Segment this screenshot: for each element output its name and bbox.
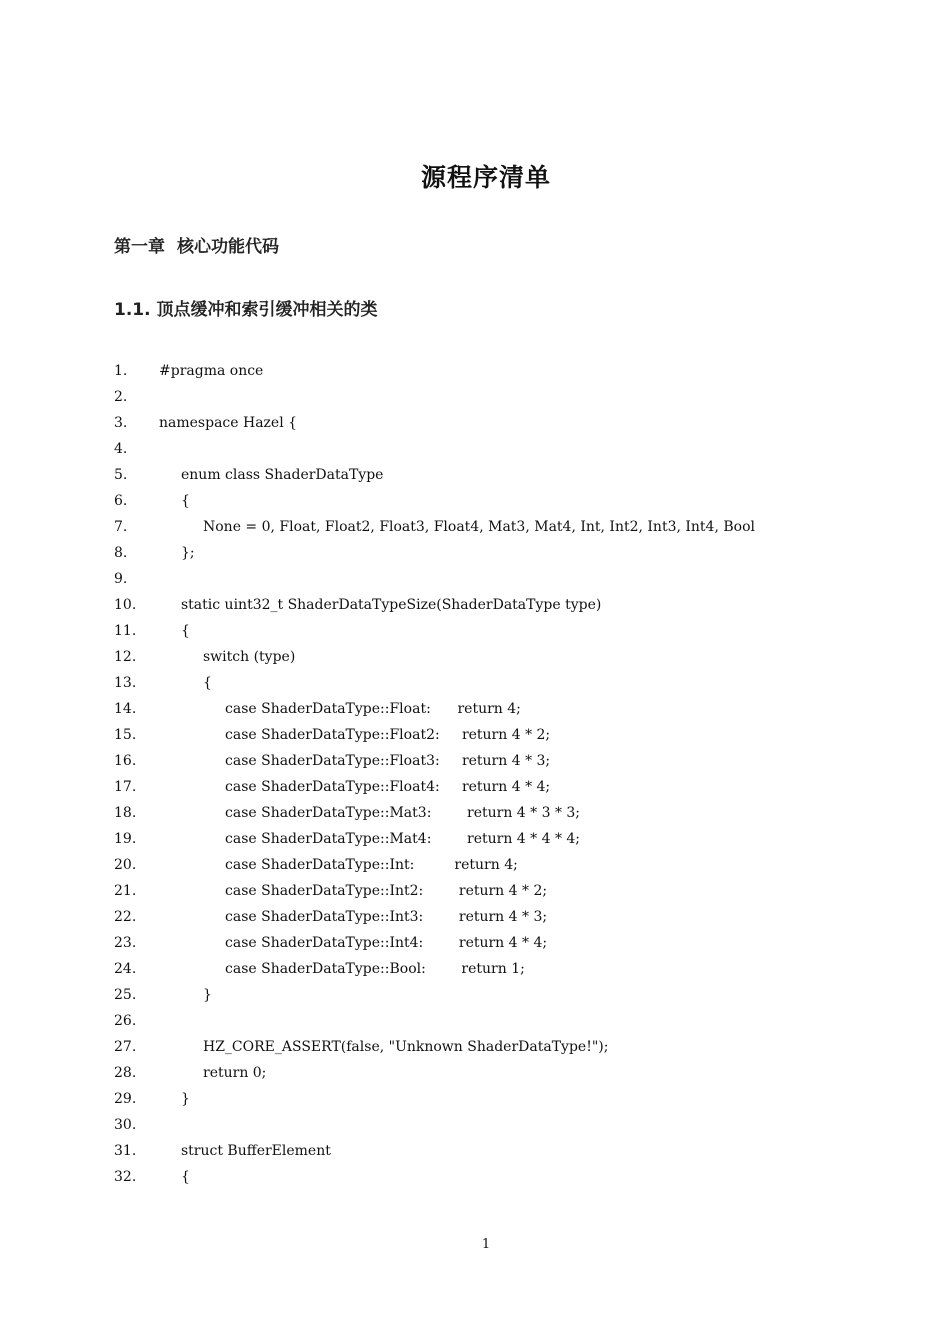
code-line: [114, 592, 874, 618]
chapter-title: 核心功能代码: [177, 237, 279, 257]
code-text: case ShaderDataType::Int2: return 4 * 2;: [225, 883, 548, 899]
section-heading: 1.1. 顶点缓冲和索引缓冲相关的类: [114, 300, 378, 320]
code-line: [114, 748, 874, 774]
line-number: 9.: [114, 571, 128, 587]
document-title: 源程序清单: [420, 163, 551, 192]
code-line: [114, 670, 874, 696]
line-number: 12.: [114, 649, 137, 665]
code-text: case ShaderDataType::Mat3: return 4 * 3 * 3;: [225, 805, 581, 821]
code-text: return 0;: [203, 1065, 267, 1081]
line-number: 28.: [114, 1065, 137, 1081]
code-text: static uint32_t ShaderDataTypeSize(ShaderDataType type): [181, 597, 602, 613]
code-line: [114, 1086, 874, 1112]
line-number: 18.: [114, 805, 137, 821]
code-text: }: [203, 987, 212, 1003]
code-text: }: [181, 1091, 190, 1107]
line-number: 6.: [114, 493, 128, 509]
line-number: 3.: [114, 415, 128, 431]
line-number: 26.: [114, 1013, 137, 1029]
line-number: 7.: [114, 519, 128, 535]
chapter-heading: [114, 232, 279, 257]
code-text: {: [181, 1169, 190, 1185]
code-text: case ShaderDataType::Int3: return 4 * 3;: [225, 909, 548, 925]
code-line: [114, 826, 874, 852]
code-line: [114, 956, 874, 982]
code-text: case ShaderDataType::Bool: return 1;: [225, 961, 525, 977]
code-text: None = 0, Float, Float2, Float3, Float4, Mat3, Mat4, Int, Int2, Int3, Int4, Bool: [203, 519, 755, 535]
line-number: 10.: [114, 597, 137, 613]
code-line: [114, 800, 874, 826]
code-line: [114, 436, 874, 462]
code-text: switch (type): [203, 649, 296, 665]
line-number: 19.: [114, 831, 137, 847]
code-text: struct BufferElement: [181, 1143, 331, 1159]
code-line: [114, 982, 874, 1008]
line-number: 29.: [114, 1091, 137, 1107]
code-text: };: [181, 545, 195, 561]
line-number: 5.: [114, 467, 128, 483]
code-text: {: [181, 493, 190, 509]
code-text: {: [181, 623, 190, 639]
code-line: [114, 1112, 874, 1138]
code-text: enum class ShaderDataType: [181, 467, 384, 483]
code-line: [114, 410, 874, 436]
code-line: [114, 358, 874, 384]
code-listing: [114, 358, 874, 1190]
line-number: 32.: [114, 1169, 137, 1185]
code-line: [114, 1138, 874, 1164]
line-number: 1.: [114, 363, 128, 379]
code-line: [114, 462, 874, 488]
page-number: 1: [481, 1237, 491, 1252]
code-line: [114, 1060, 874, 1086]
code-line: [114, 384, 874, 410]
code-text: case ShaderDataType::Float4: return 4 * 4;: [225, 779, 551, 795]
code-text: HZ_CORE_ASSERT(false, "Unknown ShaderDataType!");: [203, 1039, 609, 1055]
code-line: [114, 930, 874, 956]
line-number: 15.: [114, 727, 137, 743]
code-line: [114, 1008, 874, 1034]
chapter-number: 第一章: [114, 237, 165, 257]
line-number: 27.: [114, 1039, 137, 1055]
line-number: 4.: [114, 441, 128, 457]
code-line: [114, 644, 874, 670]
code-line: [114, 1164, 874, 1190]
line-number: 23.: [114, 935, 137, 951]
code-text: #pragma once: [159, 363, 264, 379]
code-line: [114, 904, 874, 930]
code-line: [114, 722, 874, 748]
code-line: [114, 1034, 874, 1060]
line-number: 13.: [114, 675, 137, 691]
line-number: 17.: [114, 779, 137, 795]
code-text: case ShaderDataType::Int: return 4;: [225, 857, 518, 873]
code-line: [114, 566, 874, 592]
line-number: 30.: [114, 1117, 137, 1133]
line-number: 24.: [114, 961, 137, 977]
code-line: [114, 540, 874, 566]
code-line: [114, 852, 874, 878]
code-text: namespace Hazel {: [159, 415, 298, 431]
line-number: 25.: [114, 987, 137, 1003]
code-text: {: [203, 675, 212, 691]
code-line: [114, 618, 874, 644]
code-text: case ShaderDataType::Float3: return 4 * 3;: [225, 753, 551, 769]
code-text: case ShaderDataType::Int4: return 4 * 4;: [225, 935, 548, 951]
code-line: [114, 514, 874, 540]
line-number: 21.: [114, 883, 137, 899]
line-number: 20.: [114, 857, 137, 873]
code-line: [114, 488, 874, 514]
code-line: [114, 696, 874, 722]
line-number: 14.: [114, 701, 137, 717]
code-line: [114, 774, 874, 800]
line-number: 31.: [114, 1143, 137, 1159]
line-number: 8.: [114, 545, 128, 561]
code-text: case ShaderDataType::Float2: return 4 * 2;: [225, 727, 551, 743]
line-number: 22.: [114, 909, 137, 925]
line-number: 11.: [114, 623, 137, 639]
code-line: [114, 878, 874, 904]
code-text: case ShaderDataType::Mat4: return 4 * 4 * 4;: [225, 831, 581, 847]
code-text: case ShaderDataType::Float: return 4;: [225, 701, 521, 717]
line-number: 16.: [114, 753, 137, 769]
line-number: 2.: [114, 389, 128, 405]
